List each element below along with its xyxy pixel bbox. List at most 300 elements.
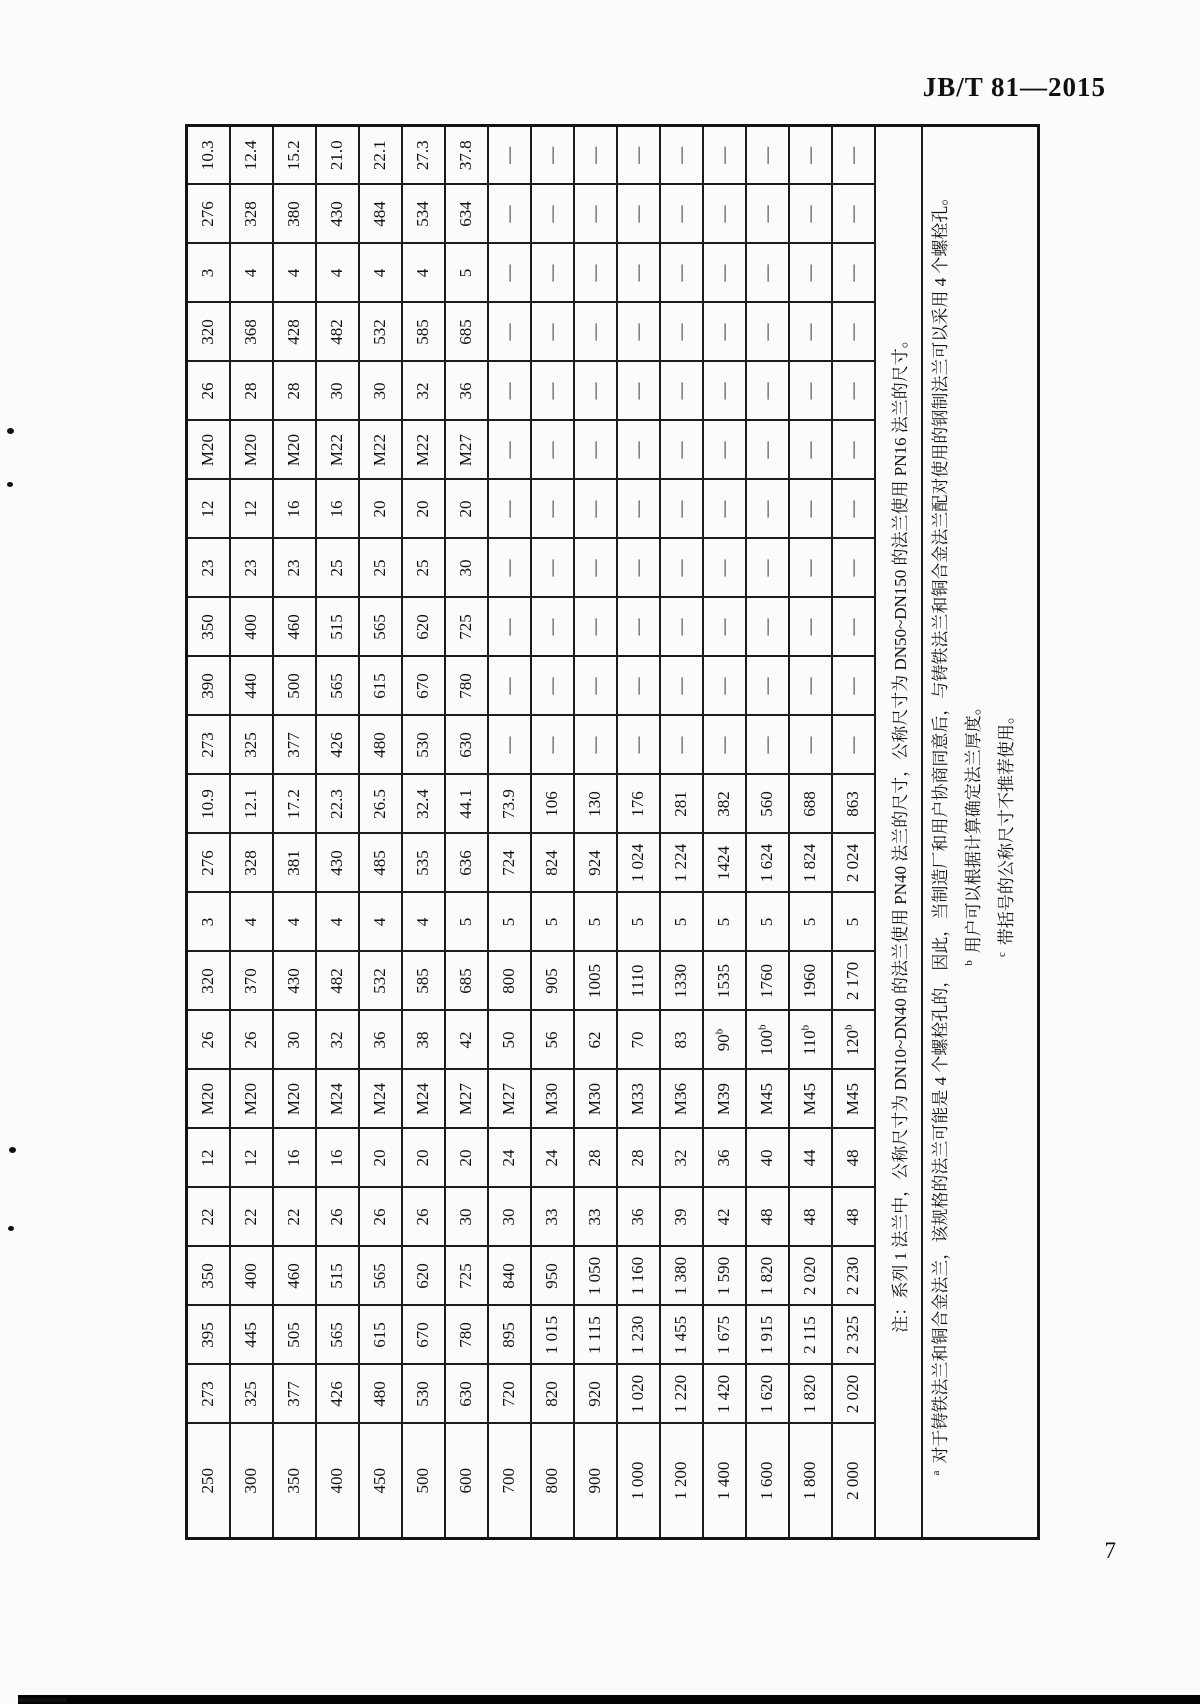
table-cell: 39: [660, 1188, 703, 1247]
table-cell: 530: [402, 716, 445, 775]
table-cell: 482: [316, 952, 359, 1011]
table-cell: 1760: [746, 952, 789, 1011]
table-cell: —: [746, 185, 789, 244]
table-cell: —: [789, 244, 832, 303]
table-cell: 273: [187, 1365, 230, 1424]
table-cell: 12: [187, 480, 230, 539]
table-cell: 585: [402, 303, 445, 362]
table-cell: —: [789, 539, 832, 598]
table-cell: 12.4: [230, 126, 273, 185]
table-row: [574, 126, 617, 1539]
table-cell: 725: [445, 598, 488, 657]
superscript-footnote-ref: b: [756, 1024, 769, 1030]
table-cell: —: [617, 303, 660, 362]
table-cell: 440: [230, 657, 273, 716]
dn-cell: 600: [445, 1424, 488, 1539]
dn-cell: 500: [402, 1424, 445, 1539]
table-cell: 100$^b$: [746, 1011, 789, 1070]
table-cell: 724: [488, 834, 531, 893]
table-row: [316, 126, 359, 1539]
table-cell: 30: [359, 362, 402, 421]
table-cell: 30: [273, 1011, 316, 1070]
footnote-marker: b: [963, 960, 976, 966]
table-cell: M20: [187, 1070, 230, 1129]
table-cell: 685: [445, 303, 488, 362]
table-cell: —: [617, 421, 660, 480]
table-body: [187, 126, 1039, 1539]
table-cell: 820: [531, 1365, 574, 1424]
table-cell: 28: [273, 362, 316, 421]
table-cell: 1960: [789, 952, 832, 1011]
table-cell: —: [574, 716, 617, 775]
table-cell: —: [617, 244, 660, 303]
table-cell: 1 455: [660, 1306, 703, 1365]
table-cell: 22: [187, 1188, 230, 1247]
table-cell: M39: [703, 1070, 746, 1129]
table-cell: 535: [402, 834, 445, 893]
table-cell: 484: [359, 185, 402, 244]
table-cell: 30: [316, 362, 359, 421]
table-cell: —: [574, 362, 617, 421]
table-cell: 36: [445, 362, 488, 421]
table-cell: 400: [230, 1247, 273, 1306]
dn-cell: 400: [316, 1424, 359, 1539]
table-footnotes: [922, 126, 1039, 1539]
table-cell: 83: [660, 1011, 703, 1070]
table-cell: 380: [273, 185, 316, 244]
table-cell: 530: [402, 1365, 445, 1424]
table-cell: —: [488, 480, 531, 539]
table-cell: —: [832, 480, 875, 539]
table-row: [703, 126, 746, 1539]
table-cell: —: [617, 185, 660, 244]
table-cell: 500: [273, 657, 316, 716]
table-cell: 534: [402, 185, 445, 244]
table-cell: 824: [531, 834, 574, 893]
table-cell: —: [531, 421, 574, 480]
table-cell: 1330: [660, 952, 703, 1011]
table-cell: —: [574, 185, 617, 244]
table-cell: 26: [230, 1011, 273, 1070]
table-cell: —: [832, 185, 875, 244]
table-row: [187, 126, 230, 1539]
footnote-line-a: $^a$对于铸铁法兰和铜合金法兰，该规格的法兰可能是 4 个螺栓孔的，因此，当制造厂和用户协商同意后，与铸铁法兰和铜合金法兰配对使用的钢制法兰可以采用 4 个螺栓孔。: [930, 188, 950, 1476]
table-cell: 23: [230, 539, 273, 598]
table-cell: 325: [230, 716, 273, 775]
dn-cell: 300: [230, 1424, 273, 1539]
table-cell: 10.9: [187, 775, 230, 834]
table-cell: 44.1: [445, 775, 488, 834]
table-cell: 725: [445, 1247, 488, 1306]
scan-speck: [7, 428, 14, 434]
table-cell: —: [789, 657, 832, 716]
table-cell: —: [789, 362, 832, 421]
table-cell: M27: [488, 1070, 531, 1129]
table-cell: M20: [273, 1070, 316, 1129]
table-cell: 10.3: [187, 126, 230, 185]
table-cell: 505: [273, 1306, 316, 1365]
page-number: 7: [1104, 1538, 1116, 1563]
table-cell: 615: [359, 657, 402, 716]
table-cell: —: [746, 480, 789, 539]
table-cell: —: [746, 421, 789, 480]
table-cell: —: [574, 303, 617, 362]
scan-speck: [7, 482, 13, 487]
table-cell: 26: [187, 1011, 230, 1070]
scan-speck: [8, 1226, 14, 1231]
table-cell: 20: [359, 480, 402, 539]
table-cell: 480: [359, 716, 402, 775]
table-cell: 5: [746, 893, 789, 952]
table-cell: —: [832, 362, 875, 421]
table-cell: —: [703, 303, 746, 362]
scan-edge-artifact: [18, 1695, 1200, 1704]
footnote-marker: a: [930, 1470, 943, 1476]
table-cell: 5: [531, 893, 574, 952]
table-cell: —: [703, 126, 746, 185]
table-cell: 4: [273, 244, 316, 303]
table-cell: M22: [402, 421, 445, 480]
table-cell: 4: [316, 244, 359, 303]
table-cell: 377: [273, 716, 316, 775]
table-cell: —: [660, 362, 703, 421]
table-cell: —: [531, 244, 574, 303]
table-cell: 460: [273, 598, 316, 657]
table-cell: 27.3: [402, 126, 445, 185]
table-cell: —: [832, 244, 875, 303]
table-cell: —: [574, 126, 617, 185]
table-cell: 1 820: [746, 1247, 789, 1306]
table-cell: —: [703, 421, 746, 480]
table-cell: 485: [359, 834, 402, 893]
table-cell: 30: [445, 1188, 488, 1247]
table-cell: 32: [316, 1011, 359, 1070]
table-cell: 780: [445, 1306, 488, 1365]
table-cell: 1535: [703, 952, 746, 1011]
table-cell: —: [660, 539, 703, 598]
table-cell: 620: [402, 598, 445, 657]
table-cell: 377: [273, 1365, 316, 1424]
table-cell: 320: [187, 303, 230, 362]
flange-dimensions-table: [185, 124, 1040, 1540]
table-row: [531, 126, 574, 1539]
dn-cell: 1 600: [746, 1424, 789, 1539]
table-cell: 1 050: [574, 1247, 617, 1306]
table-cell: —: [617, 657, 660, 716]
table-cell: 382: [703, 775, 746, 834]
table-cell: 585: [402, 952, 445, 1011]
table-cell: 620: [402, 1247, 445, 1306]
table-cell: —: [703, 480, 746, 539]
table-cell: 4: [230, 244, 273, 303]
table-cell: 120$^b$: [832, 1011, 875, 1070]
table-cell: —: [488, 539, 531, 598]
table-cell: —: [488, 185, 531, 244]
table-cell: —: [574, 539, 617, 598]
table-cell: 22: [273, 1188, 316, 1247]
table-cell: —: [660, 421, 703, 480]
table-cell: 48: [832, 1129, 875, 1188]
table-cell: 1 220: [660, 1365, 703, 1424]
table-cell: 1 380: [660, 1247, 703, 1306]
table-cell: 350: [187, 598, 230, 657]
table-cell: 1 590: [703, 1247, 746, 1306]
table-cell: 33: [531, 1188, 574, 1247]
table-cell: 21.0: [316, 126, 359, 185]
table-cell: 1 624: [746, 834, 789, 893]
scan-edge-artifact-fragment: [18, 1698, 66, 1702]
table-cell: 4: [273, 893, 316, 952]
table-cell: —: [660, 244, 703, 303]
table-cell: 36: [617, 1188, 660, 1247]
table-cell: —: [789, 303, 832, 362]
superscript-footnote-ref: b: [713, 1028, 726, 1035]
dn-cell: 1 000: [617, 1424, 660, 1539]
table-cell: 1 620: [746, 1365, 789, 1424]
table-cell: —: [703, 657, 746, 716]
table-cell: 5: [617, 893, 660, 952]
table-cell: 73.9: [488, 775, 531, 834]
table-cell: 328: [230, 834, 273, 893]
table-cell: 2 115: [789, 1306, 832, 1365]
table-cell: M20: [273, 421, 316, 480]
table-cell: —: [832, 657, 875, 716]
table-cell: 16: [273, 480, 316, 539]
table-cell: 32.4: [402, 775, 445, 834]
table-cell: M24: [402, 1070, 445, 1129]
table-cell: 273: [187, 716, 230, 775]
dn-cell: 900: [574, 1424, 617, 1539]
table-cell: —: [789, 598, 832, 657]
scan-speck: [9, 1147, 16, 1153]
table-cell: 1 820: [789, 1365, 832, 1424]
table-cell: 26: [187, 362, 230, 421]
table-cell: 800: [488, 952, 531, 1011]
table-cell: 685: [445, 952, 488, 1011]
table-cell: —: [531, 716, 574, 775]
table-cell: 25: [359, 539, 402, 598]
table-cell: —: [574, 244, 617, 303]
dn-cell: 1 800: [789, 1424, 832, 1539]
table-cell: —: [488, 244, 531, 303]
table-cell: 636: [445, 834, 488, 893]
table-row: [660, 126, 703, 1539]
table-cell: —: [488, 657, 531, 716]
table-cell: 48: [832, 1188, 875, 1247]
table-cell: 276: [187, 185, 230, 244]
table-cell: 48: [789, 1188, 832, 1247]
table-cell: —: [703, 244, 746, 303]
table-cell: 24: [488, 1129, 531, 1188]
table-cell: —: [617, 539, 660, 598]
table-cell: 430: [273, 952, 316, 1011]
table-cell: 20: [402, 1129, 445, 1188]
table-cell: —: [789, 126, 832, 185]
table-cell: 515: [316, 1247, 359, 1306]
table-cell: —: [746, 598, 789, 657]
table-row: [273, 126, 316, 1539]
table-cell: —: [660, 657, 703, 716]
table-cell: —: [488, 716, 531, 775]
table-cell: 50: [488, 1011, 531, 1070]
table-cell: 26: [359, 1188, 402, 1247]
table-cell: —: [746, 126, 789, 185]
table-cell: 895: [488, 1306, 531, 1365]
table-cell: —: [574, 480, 617, 539]
table-cell: 565: [359, 598, 402, 657]
table-cell: 32: [660, 1129, 703, 1188]
table-cell: 1005: [574, 952, 617, 1011]
rotated-table-region: [185, 125, 1032, 1540]
table-cell: —: [746, 539, 789, 598]
table-cell: 4: [316, 893, 359, 952]
table-cell: 42: [445, 1011, 488, 1070]
table-cell: 1 160: [617, 1247, 660, 1306]
table-cell: —: [574, 421, 617, 480]
table-cell: M30: [574, 1070, 617, 1129]
table-cell: —: [789, 185, 832, 244]
table-cell: 560: [746, 775, 789, 834]
table-cell: —: [746, 657, 789, 716]
table-cell: 42: [703, 1188, 746, 1247]
table-cell: —: [789, 716, 832, 775]
table-cell: 905: [531, 952, 574, 1011]
table-cell: 22.3: [316, 775, 359, 834]
table-cell: M27: [445, 1070, 488, 1129]
table-cell: 2 020: [789, 1247, 832, 1306]
table-cell: M45: [789, 1070, 832, 1129]
table-cell: 1 224: [660, 834, 703, 893]
table-cell: 395: [187, 1306, 230, 1365]
table-cell: —: [531, 362, 574, 421]
table-cell: 17.2: [273, 775, 316, 834]
footnotes-row: [922, 126, 1039, 1539]
footnote-line-c: $^c$带括号的公称尺寸不推荐使用。: [996, 707, 1016, 957]
table-cell: 430: [316, 834, 359, 893]
table-cell: —: [660, 185, 703, 244]
table-cell: M22: [316, 421, 359, 480]
table-cell: 780: [445, 657, 488, 716]
table-cell: 4: [402, 244, 445, 303]
table-row: [789, 126, 832, 1539]
table-cell: 426: [316, 1365, 359, 1424]
table-cell: 281: [660, 775, 703, 834]
table-cell: M22: [359, 421, 402, 480]
table-row: [617, 126, 660, 1539]
table-cell: 70: [617, 1011, 660, 1070]
table-cell: 22.1: [359, 126, 402, 185]
table-cell: —: [488, 598, 531, 657]
table-cell: 28: [617, 1129, 660, 1188]
table-cell: 720: [488, 1365, 531, 1424]
table-cell: 26: [402, 1188, 445, 1247]
table-cell: 37.8: [445, 126, 488, 185]
table-cell: 40: [746, 1129, 789, 1188]
table-cell: 44: [789, 1129, 832, 1188]
superscript-footnote-ref: b: [799, 1024, 812, 1031]
table-cell: —: [660, 126, 703, 185]
table-cell: 22: [230, 1188, 273, 1247]
table-cell: —: [703, 362, 746, 421]
table-cell: —: [531, 657, 574, 716]
table-cell: 426: [316, 716, 359, 775]
table-cell: 1110: [617, 952, 660, 1011]
table-cell: 38: [402, 1011, 445, 1070]
table-row: [832, 126, 875, 1539]
table-row: [230, 126, 273, 1539]
table-cell: 5: [789, 893, 832, 952]
table-cell: 25: [316, 539, 359, 598]
table-cell: M30: [531, 1070, 574, 1129]
table-cell: 25: [402, 539, 445, 598]
table-cell: 320: [187, 952, 230, 1011]
table-cell: 26.5: [359, 775, 402, 834]
dn-cell: 250: [187, 1424, 230, 1539]
table-cell: M24: [359, 1070, 402, 1129]
table-cell: 325: [230, 1365, 273, 1424]
table-cell: 12.1: [230, 775, 273, 834]
table-cell: 26: [316, 1188, 359, 1247]
table-cell: 5: [660, 893, 703, 952]
dn-cell: 800: [531, 1424, 574, 1539]
table-cell: —: [703, 185, 746, 244]
table-cell: —: [703, 598, 746, 657]
table-cell: 28: [574, 1129, 617, 1188]
footnote-line-b: $^b$用户可以根据计算确定法兰厚度。: [963, 698, 983, 966]
table-cell: 20: [445, 480, 488, 539]
dn-cell: 1 200: [660, 1424, 703, 1539]
table-cell: —: [574, 657, 617, 716]
table-cell: —: [789, 421, 832, 480]
table-cell: 1 675: [703, 1306, 746, 1365]
table-cell: 370: [230, 952, 273, 1011]
table-cell: —: [531, 303, 574, 362]
table-cell: 634: [445, 185, 488, 244]
table-cell: 3: [187, 893, 230, 952]
dn-cell: 2 000: [832, 1424, 875, 1539]
table-cell: 48: [746, 1188, 789, 1247]
table-cell: 924: [574, 834, 617, 893]
table-cell: 5: [703, 893, 746, 952]
table-cell: —: [531, 539, 574, 598]
table-cell: —: [746, 716, 789, 775]
table-cell: M27: [445, 421, 488, 480]
table-cell: —: [617, 126, 660, 185]
table-cell: 532: [359, 303, 402, 362]
table-cell: 840: [488, 1247, 531, 1306]
table-cell: 428: [273, 303, 316, 362]
table-cell: 90$^b$: [703, 1011, 746, 1070]
table-cell: 12: [187, 1129, 230, 1188]
table-cell: 5: [445, 893, 488, 952]
table-cell: 56: [531, 1011, 574, 1070]
table-cell: 350: [187, 1247, 230, 1306]
table-cell: 36: [703, 1129, 746, 1188]
table-cell: —: [488, 362, 531, 421]
dn-cell: 1 400: [703, 1424, 746, 1539]
table-cell: 62: [574, 1011, 617, 1070]
table-cell: —: [832, 598, 875, 657]
table-cell: 565: [316, 1306, 359, 1365]
table-row: [402, 126, 445, 1539]
dn-cell: 450: [359, 1424, 402, 1539]
table-cell: —: [832, 716, 875, 775]
table-cell: 950: [531, 1247, 574, 1306]
table-cell: 920: [574, 1365, 617, 1424]
table-cell: 23: [273, 539, 316, 598]
table-cell: —: [832, 539, 875, 598]
table-cell: 4: [230, 893, 273, 952]
